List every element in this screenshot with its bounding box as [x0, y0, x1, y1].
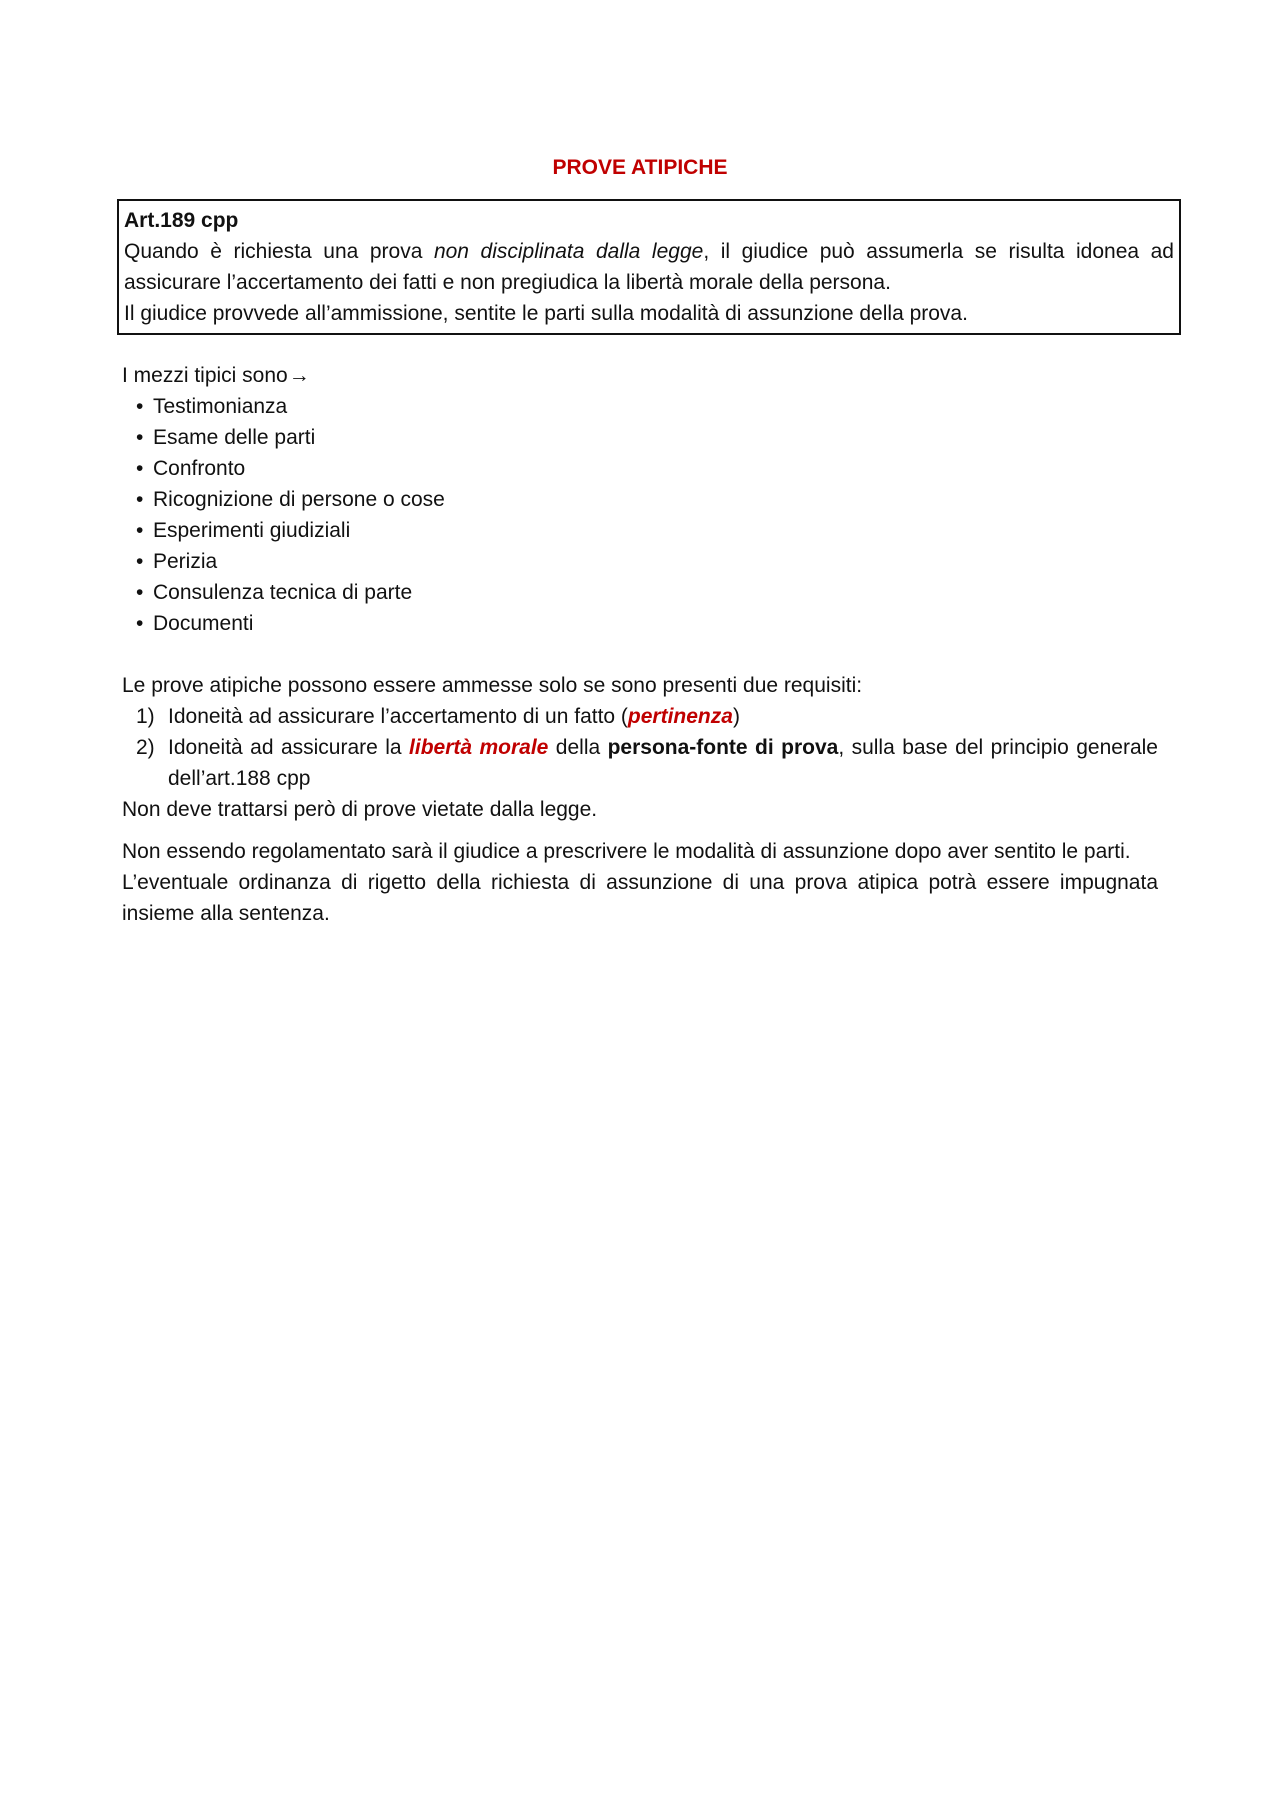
- list-item: [136, 515, 1158, 546]
- typical-means-list: [122, 391, 1158, 639]
- requirement-2-pre: Idoneità ad assicurare la: [168, 736, 410, 759]
- bullet-icon: •: [136, 457, 144, 480]
- list-item-label: Confronto: [153, 457, 246, 480]
- arrow-right-icon: →: [288, 364, 310, 387]
- article-heading: Art.189 cpp: [124, 209, 239, 232]
- list-item: [136, 608, 1158, 639]
- spacer: [122, 825, 1158, 836]
- list-item-label: Esperimenti giudiziali: [153, 519, 351, 542]
- list-item: [136, 484, 1158, 515]
- list-item-label: Perizia: [153, 550, 218, 573]
- requirement-text: [168, 732, 1158, 794]
- typical-intro-text: I mezzi tipici sono: [122, 364, 288, 387]
- list-item-label: Esame delle parti: [153, 426, 316, 449]
- judge-paragraph: Non essendo regolamentato sarà il giudice a prescrivere le modalità di assunzione dopo aver sentito le parti.: [122, 840, 1131, 863]
- requirement-item: [136, 701, 1158, 732]
- article-p1-post: , il giudice può assumerla se risulta idonea ad assicurare l’accertamento dei fatti e non pregiudica la libertà morale della persona.: [124, 240, 1174, 294]
- requirement-text: [168, 701, 1158, 732]
- list-item: [136, 577, 1158, 608]
- requirement-2-bold: persona-fonte di prova: [607, 736, 839, 759]
- typical-means-intro: [122, 360, 1158, 391]
- bullet-icon: •: [136, 395, 144, 418]
- list-item: [136, 391, 1158, 422]
- article-paragraph-1: [124, 236, 1174, 298]
- bullet-icon: •: [136, 426, 144, 449]
- requirements-list: [122, 701, 1158, 794]
- bullet-icon: •: [136, 612, 144, 635]
- requirement-2-mid: della: [548, 736, 608, 759]
- bullet-icon: •: [136, 488, 144, 511]
- requirement-1-pre: Idoneità ad assicurare l’accertamento di un fatto (: [168, 705, 628, 728]
- list-item: [136, 453, 1158, 484]
- article-paragraph-2: Il giudice provvede all’ammissione, sentite le parti sulla modalità di assunzione della prova.: [124, 302, 968, 325]
- requirement-1-post: ): [732, 705, 740, 728]
- requirement-1-emphasis: pertinenza: [627, 705, 733, 728]
- requirement-item: [136, 732, 1158, 794]
- bullet-icon: •: [136, 550, 144, 573]
- article-box: [117, 199, 1181, 335]
- requirements-intro: Le prove atipiche possono essere ammesse solo se sono presenti due requisiti:: [122, 674, 863, 697]
- list-item: [136, 422, 1158, 453]
- bullet-icon: •: [136, 519, 144, 542]
- not-forbidden-paragraph: Non deve trattarsi però di prove vietate dalla legge.: [122, 798, 598, 821]
- requirement-number: 2): [136, 736, 155, 759]
- list-item-label: Testimonianza: [153, 395, 288, 418]
- list-item: [136, 546, 1158, 577]
- spacer: [122, 639, 1158, 670]
- article-p1-italic: non disciplinata dalla legge: [433, 240, 704, 263]
- list-item-label: Consulenza tecnica di parte: [153, 581, 413, 604]
- main-content: [122, 360, 1158, 929]
- page-title: PROVE ATIPICHE: [552, 156, 728, 179]
- list-item-label: Documenti: [153, 612, 254, 635]
- article-p1-pre: Quando è richiesta una prova: [124, 240, 434, 263]
- list-item-label: Ricognizione di persone o cose: [153, 488, 445, 511]
- rejection-paragraph: L’eventuale ordinanza di rigetto della richiesta di assunzione di una prova atipica potrà essere impugnata insieme alla sentenza.: [122, 871, 1158, 925]
- requirement-number: 1): [136, 705, 155, 728]
- requirement-2-emphasis: libertà morale: [409, 736, 549, 759]
- requirement-2-post: , sulla base del principio generale dell’art.188 cpp: [168, 736, 1158, 790]
- bullet-icon: •: [136, 581, 144, 604]
